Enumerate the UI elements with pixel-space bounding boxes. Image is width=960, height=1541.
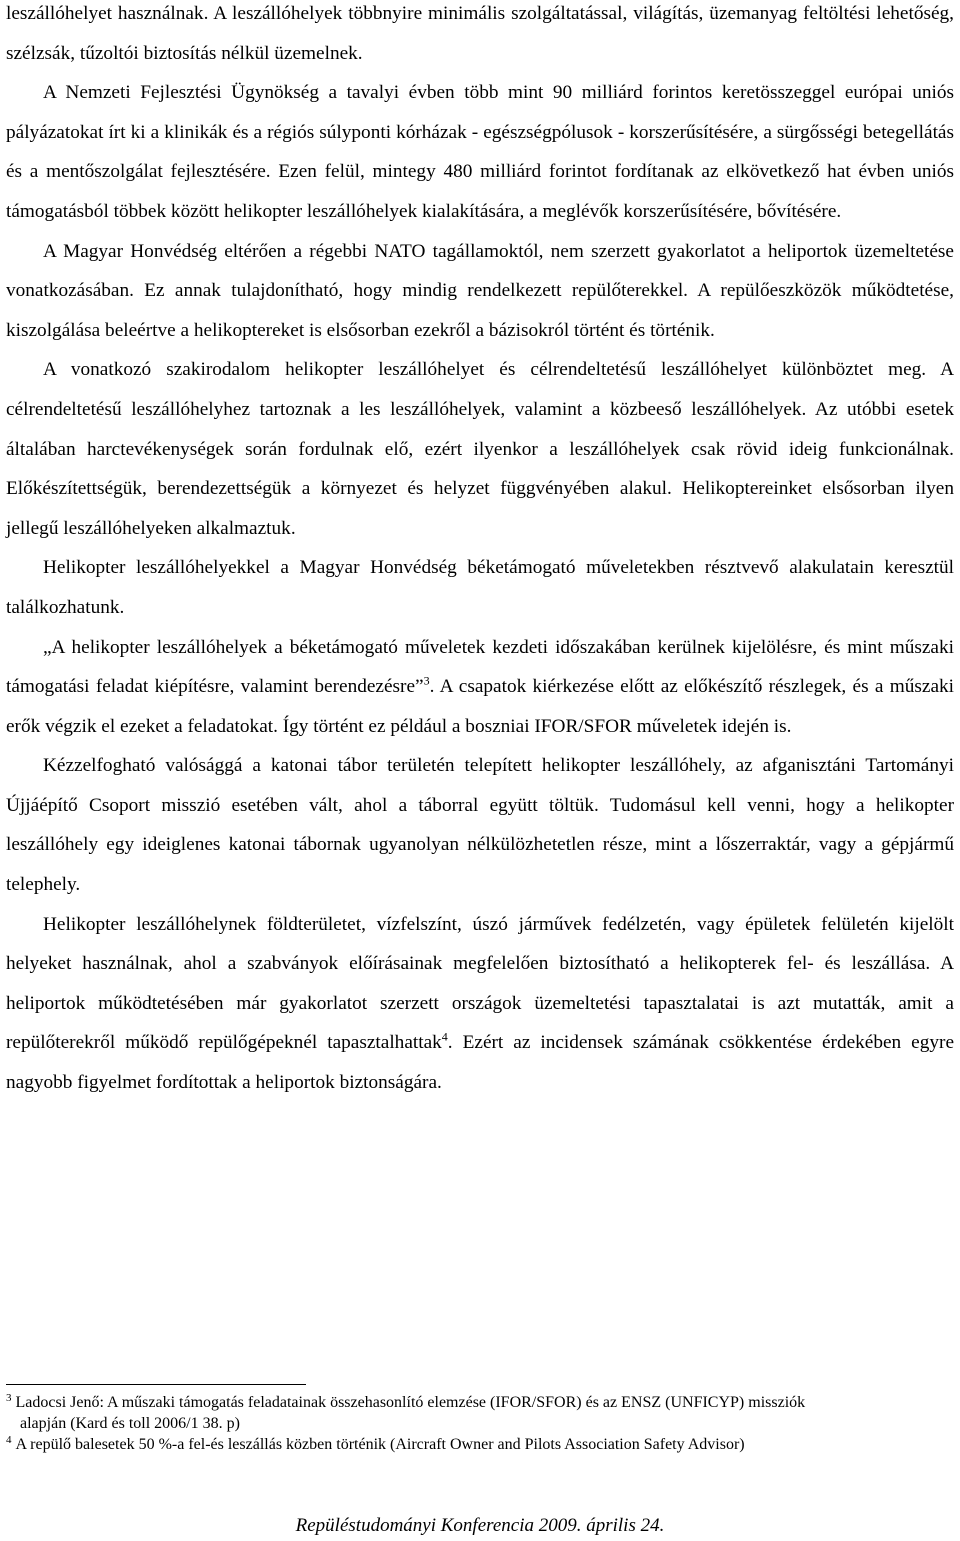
footnote-3-text: Ladocsi Jenő: A műszaki támogatás feladatainak összehasonlító elemzése (IFOR/SFOR) és az ENSZ (UNFICYP) missziók — [15, 1394, 806, 1411]
footnote-4-text: A repülő balesetek 50 %-a fel-és leszállás közben történik (Aircraft Owner and Pilots Association Safety Advisor) — [15, 1436, 745, 1453]
paragraph-6-text-a: „A helikopter leszállóhelyek a béketámogató műveletek kezdeti időszakában kerülnek kijelölésre, és mint műszaki támogatási feladat kiépítésre, valamint berendezésre” — [6, 636, 954, 698]
footnote-ref-4[interactable]: 4 — [441, 1030, 448, 1045]
footnote-3-text-continued: alapján (Kard és toll 2006/1 38. p) — [20, 1415, 240, 1432]
paragraph-5: Helikopter leszállóhelyekkel a Magyar Honvédség béketámogató műveletekben résztvevő alakulatain keresztül találkozhatunk. — [6, 557, 954, 618]
paragraph-8 — [6, 905, 954, 1103]
footnotes — [6, 1392, 954, 1455]
paragraph-3: A Magyar Honvédség eltérően a régebbi NATO tagállamoktól, nem szerzett gyakorlatot a heliportok üzemeltetése vonatkozásában. Ez annak tulajdonítható, hogy mindig rendelkezett repülőterekkel. A repülőeszközök működtetése, kiszolgálása beleértve a helikoptereket is elsősorban ezekről a bázisokról történt és történik. — [6, 240, 954, 341]
footnote-4 — [6, 1434, 954, 1455]
document-body — [6, 0, 954, 1103]
paragraph-6-text-b: . A csapatok kiérkezése előtt az előkészítő részlegek, és a műszaki erők végzik el ezeket a feladatokat. Így történt ez például a boszniai IFOR/SFOR műveletek idején is. — [6, 676, 955, 737]
paragraph-2: A Nemzeti Fejlesztési Ügynökség a tavalyi évben több mint 90 milliárd forintos keretösszeggel európai uniós pályázatokat írt ki a klinikák és a régiós súlyponti kórházak - egészségpólusok - korszerűsítésére, a sürgősségi betegellátás és a mentőszolgálat fejlesztésére. Ezen felül, mintegy 480 milliárd forintot fordítanak az elkövetkező hat évben uniós támogatásból többek között helikopter leszállóhelyek kialakítására, a meglévők korszerűsítésére, bővítésére. — [6, 82, 954, 222]
paragraph-1: leszállóhelyet használnak. A leszállóhelyek többnyire minimális szolgáltatással, világítás, üzemanyag feltöltési lehetőség, szélzsák, tűzoltói biztosítás nélkül üzemelnek. — [6, 3, 954, 64]
paragraph-6 — [6, 628, 954, 747]
footnote-ref-3[interactable]: 3 — [423, 673, 430, 688]
footnote-4-number: 4 — [6, 1433, 12, 1446]
page-footer: Repüléstudományi Konferencia 2009. április 24. — [295, 1515, 665, 1536]
paragraph-4: A vonatkozó szakirodalom helikopter leszállóhelyet és célrendeltetésű leszállóhelyet különböztet meg. A célrendeltetésű leszállóhelyhez tartoznak a les leszállóhelyek, valamint a közbeeső leszállóhelyek. Az utóbbi esetek általában harctevékenységek során fordulnak elő, ezért ilyenkor a leszállóhelyek csak rövid ideig funkcionálnak. Előkészítettségük, berendezettségük a környezet és helyzet függvényében alakul. Helikoptereinket elsősorban ilyen jellegű leszállóhelyeken alkalmaztuk. — [6, 359, 954, 539]
paragraph-8-text-b: . Ezért az incidensek számának csökkentése érdekében egyre nagyobb figyelmet fordítottak a heliportok biztonságára. — [6, 1032, 954, 1094]
footnote-3-number: 3 — [6, 1391, 12, 1404]
paragraph-7: Kézzelfogható valósággá a katonai tábor területén telepített helikopter leszállóhely, az afganisztáni Tartományi Újjáépítő Csoport misszió esetében vált, ahol a táborral együtt töltük. Tudomásul kell venni, hogy a helikopter leszállóhely egy ideiglenes katonai tábornak ugyanolyan nélkülözhetetlen része, mint a lőszerraktár, vagy a gépjármű telephely. — [6, 755, 954, 896]
paragraph-8-text-a: Helikopter leszállóhelynek földterületet, vízfelszínt, úszó járművek fedélzetén, vagy épületek felületén kijelölt helyeket használnak, ahol a szabványok előírásainak megfelelően biztosítható a helikopterek fel- és leszállása. A heliportok működtetésében már gyakorlatot szerzett országok üzemeltetési tapasztalatai is azt mutatták, amit a repülőterekről működő repülőgépeknél tapasztalhattak — [6, 913, 954, 1054]
footnote-3 — [6, 1392, 954, 1434]
footnote-separator — [6, 1384, 306, 1385]
